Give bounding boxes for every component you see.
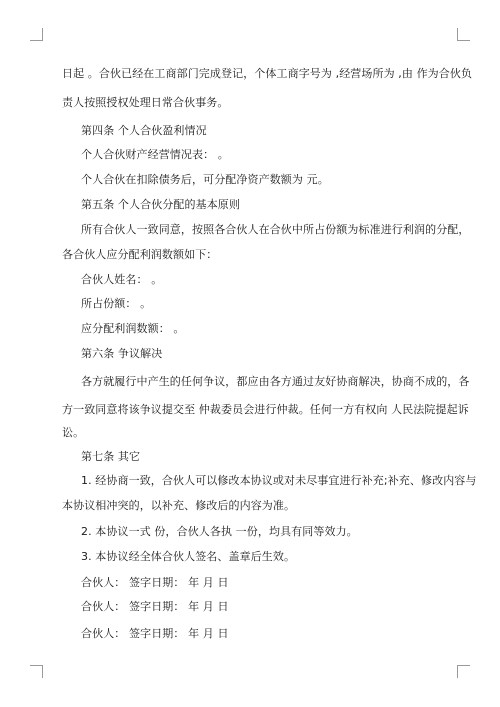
paragraph-line: 各合伙人应分配利润数额如下：: [62, 248, 218, 261]
paragraph-line: 合伙人姓名： 。: [81, 273, 163, 286]
crop-mark-top-left: [30, 28, 43, 41]
paragraph-line: 讼。: [62, 426, 85, 439]
paragraph-line: 3. 本协议经全体合伙人签名、盖章后生效。: [81, 550, 296, 563]
paragraph-line: 本协议相冲突的，以补充、修改后的内容为准。: [62, 499, 296, 512]
paragraph-line: 1. 经协商一致，合伙人可以修改本协议或对未尽事宜进行补充;补充、修改内容与: [81, 474, 477, 487]
signature-line: 合伙人： 签字日期： 年 月 日: [81, 627, 229, 640]
crop-mark-bottom-left: [30, 665, 43, 678]
section-heading: 第五条 个人合伙分配的基本原则: [81, 198, 240, 211]
section-heading: 第六条 争议解决: [81, 347, 163, 360]
signature-line: 合伙人： 签字日期： 年 月 日: [81, 600, 229, 613]
paragraph-line: 所占份额： 。: [81, 297, 152, 310]
section-heading: 第四条 个人合伙盈利情况: [81, 124, 207, 137]
paragraph-line: 所有合伙人一致同意，按照各合伙人在合伙中所占份额为标准进行利润的分配，: [81, 223, 470, 236]
paragraph-line: 日起 。合伙已经在工商部门完成登记，个体工商字号为 ,经营场所为 ,由 作为合伙负: [62, 67, 473, 80]
crop-mark-top-right: [457, 28, 470, 41]
paragraph-line: 个人合伙在扣除债务后，可分配净资产数额为 元。: [81, 173, 329, 186]
paragraph-line: 方一致同意将该争议提交至 仲裁委员会进行仲裁。任何一方有权向 人民法院提起诉: [62, 403, 469, 416]
paragraph-line: 各方就履行中产生的任何争议，都应由各方通过友好协商解决，协商不成的，各: [81, 375, 470, 388]
signature-line: 合伙人： 签字日期： 年 月 日: [81, 576, 229, 589]
section-heading: 第七条 其它: [81, 450, 141, 463]
paragraph-line: 个人合伙财产经营情况表： 。: [81, 148, 229, 161]
paragraph-line: 2. 本协议一式 份，合伙人各执 一份，均具有同等效力。: [81, 525, 358, 538]
document-page: [62, 0, 477, 707]
paragraph-line: 责人按照授权处理日常合伙事务。: [62, 96, 229, 109]
crop-mark-bottom-right: [457, 665, 470, 678]
paragraph-line: 应分配利润数额： 。: [81, 322, 185, 335]
